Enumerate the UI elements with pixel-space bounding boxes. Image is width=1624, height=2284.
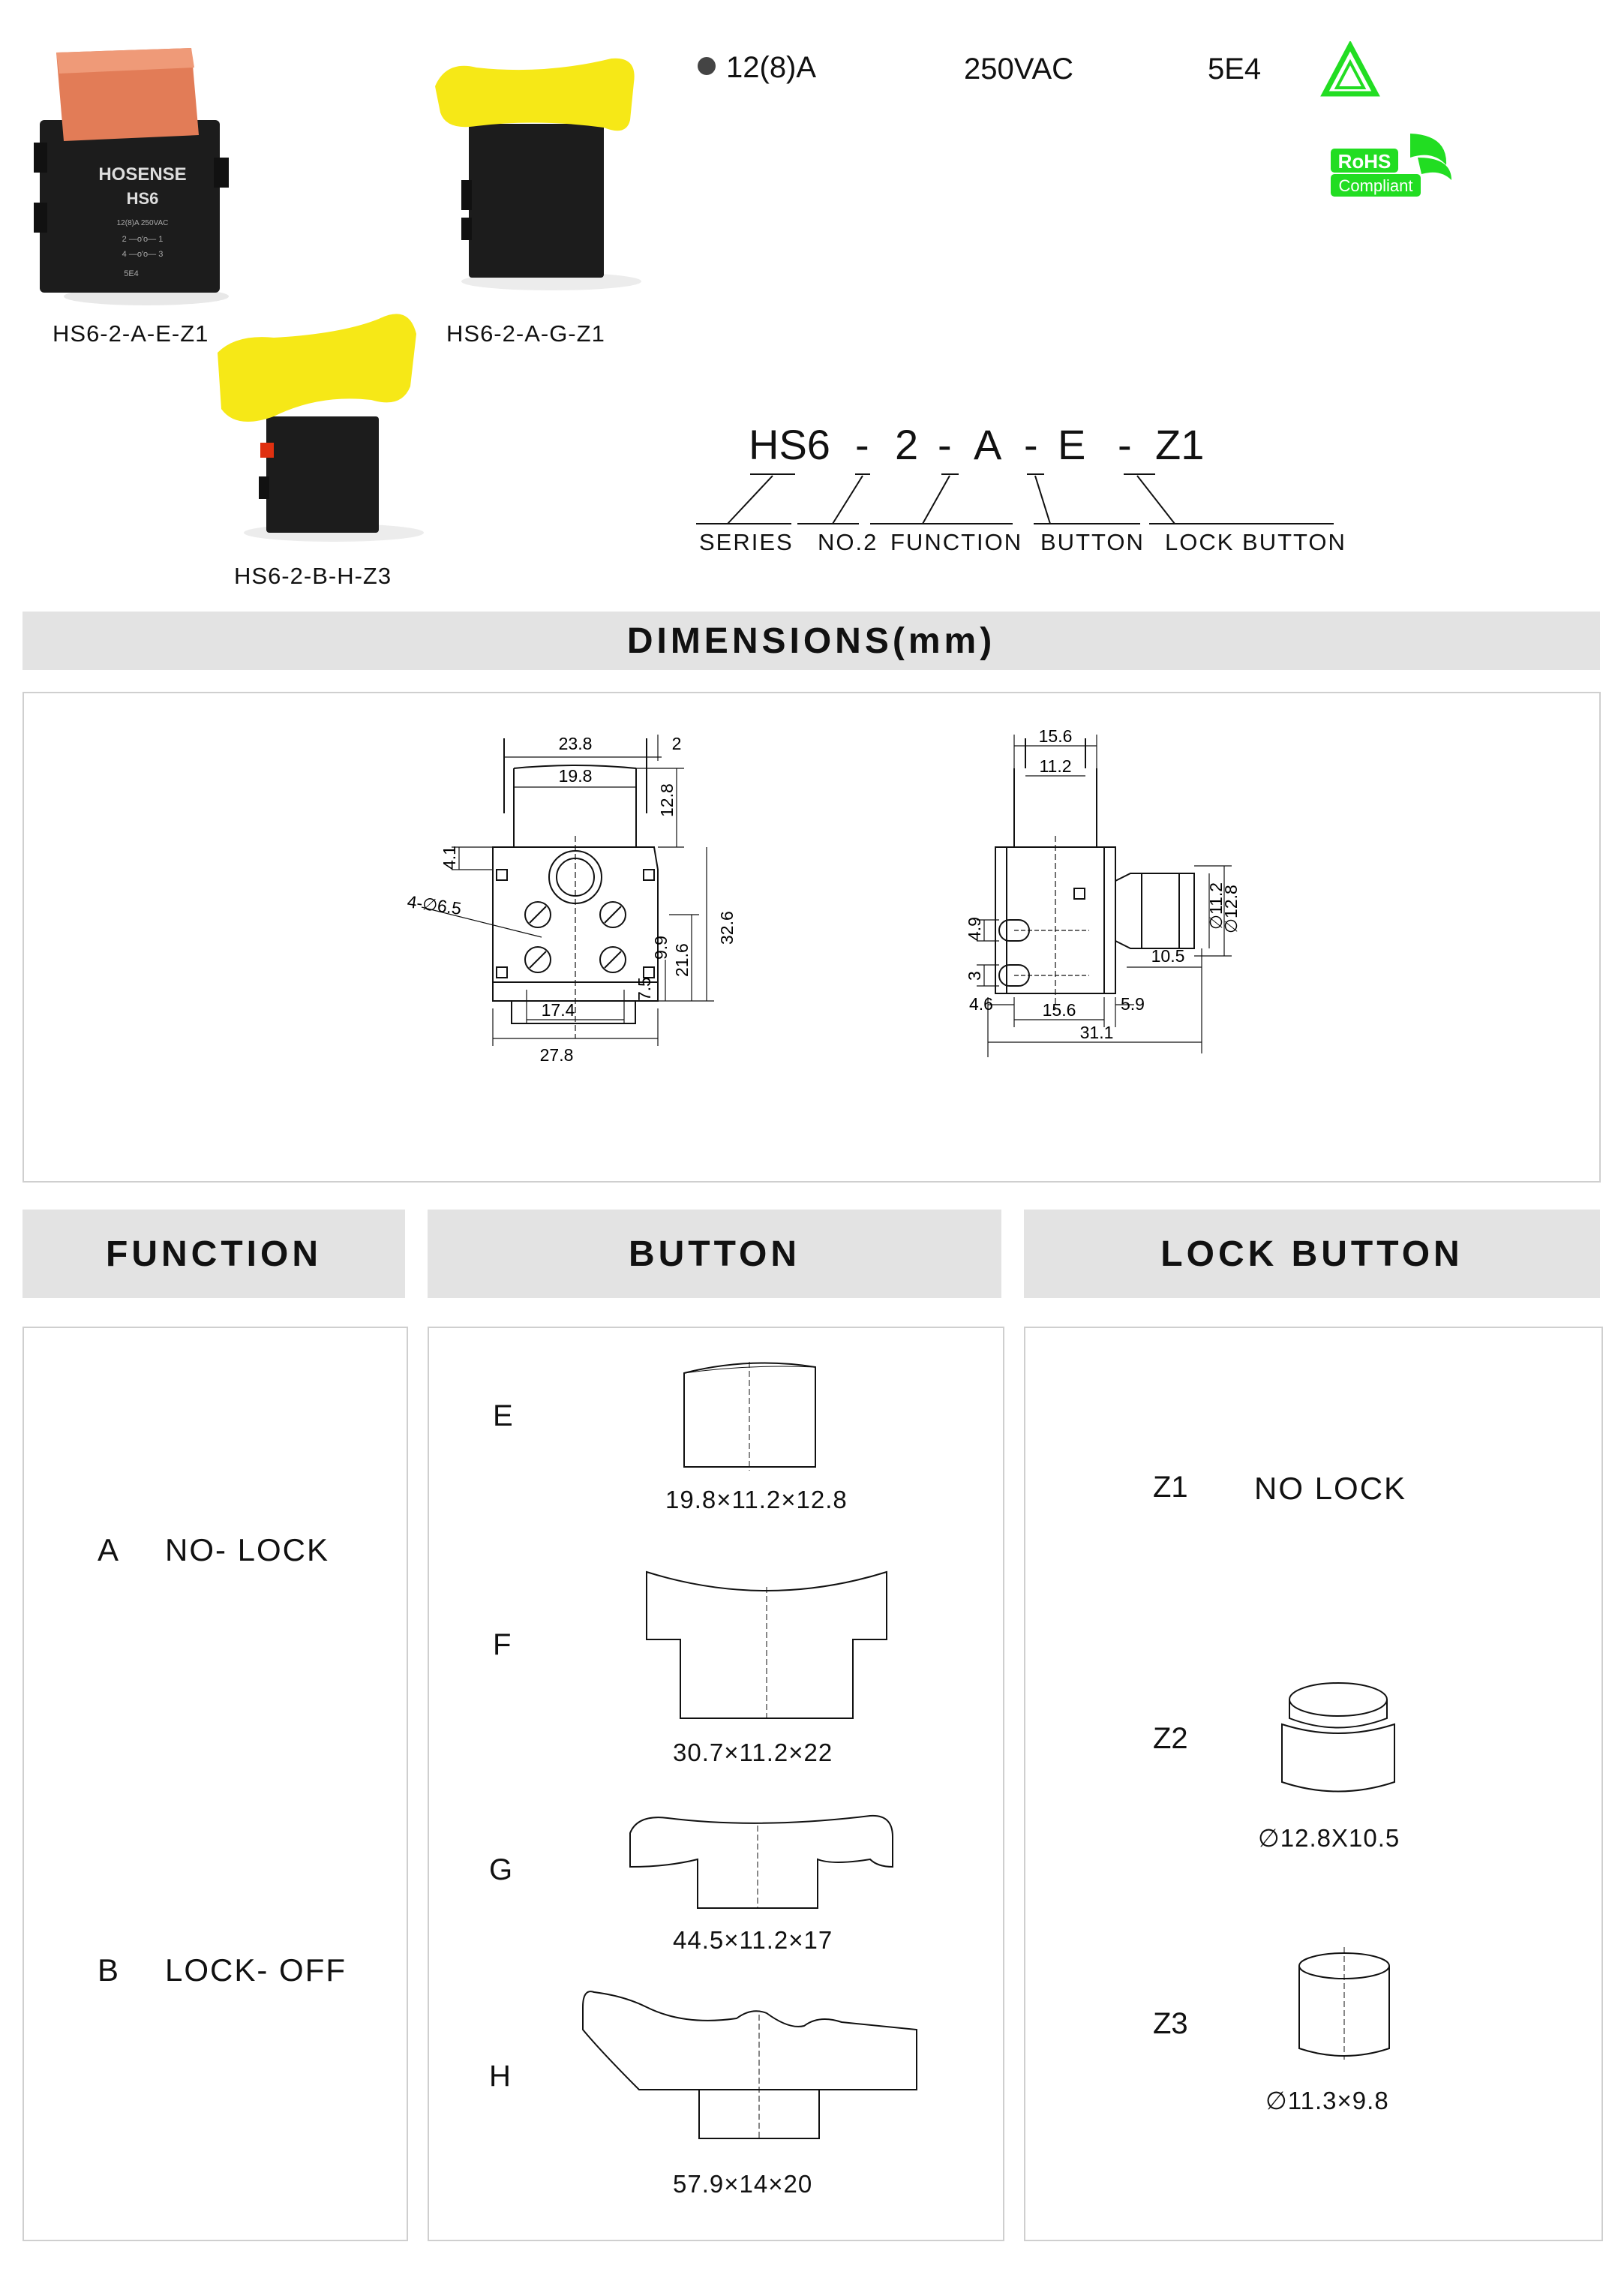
lock-button-panel <box>1024 1327 1603 2241</box>
lock-desc: NO LOCK <box>1254 1471 1407 1506</box>
lock-z2-shape-icon <box>1273 1673 1404 1805</box>
svg-text:Compliant: Compliant <box>1338 176 1413 195</box>
button-code: E <box>493 1399 513 1432</box>
code-function: A <box>974 421 1002 468</box>
product-photo-h <box>214 304 431 544</box>
svg-text:3: 3 <box>965 971 984 981</box>
button-code: H <box>489 2060 511 2093</box>
svg-text:11.2: 11.2 <box>1039 756 1072 776</box>
svg-text:4-∅6.5: 4-∅6.5 <box>406 891 463 919</box>
button-size: 44.5×11.2×17 <box>673 1926 833 1954</box>
product-photo-g <box>431 53 649 293</box>
code-sep-1: - <box>855 421 869 468</box>
function-desc: NO- LOCK <box>165 1532 330 1567</box>
svg-text:4.1: 4.1 <box>440 846 459 870</box>
code-label-button: BUTTON <box>1040 529 1145 555</box>
code-sep-4: - <box>1118 421 1132 468</box>
dimensions-panel <box>23 692 1601 1183</box>
svg-text:17.4: 17.4 <box>541 1000 575 1020</box>
product-label-e: HS6-2-A-E-Z1 <box>53 320 209 347</box>
certification-triangle-icon <box>1320 41 1380 101</box>
bullet-icon <box>698 57 716 75</box>
svg-text:23.8: 23.8 <box>558 734 593 753</box>
lock-code: Z3 <box>1153 2007 1188 2040</box>
lock-code: Z1 <box>1153 1471 1188 1504</box>
svg-text:7.5: 7.5 <box>635 977 654 1001</box>
svg-text:31.1: 31.1 <box>1079 1023 1114 1042</box>
code-number: 2 <box>895 421 919 468</box>
product-label-g: HS6-2-A-G-Z1 <box>446 320 605 347</box>
ordering-code <box>690 420 1365 563</box>
svg-text:4.6: 4.6 <box>969 994 993 1014</box>
code-label-lock-button: LOCK BUTTON <box>1165 529 1346 555</box>
button-e-shape-icon <box>680 1358 819 1474</box>
svg-text:4 —o'o— 3: 4 —o'o— 3 <box>122 250 164 259</box>
svg-text:32.6: 32.6 <box>717 911 737 945</box>
code-sep-3: - <box>1024 421 1038 468</box>
lock-button-header: LOCK BUTTON <box>1024 1210 1600 1298</box>
svg-text:∅11.2: ∅11.2 <box>1206 882 1226 930</box>
rated-current: 12(8)A <box>698 51 816 85</box>
code-lock: Z1 <box>1155 421 1205 468</box>
code-label-no2: NO.2 <box>818 529 878 555</box>
life-cycles: 5E4 <box>1208 53 1262 86</box>
code-label-series: SERIES <box>699 529 794 555</box>
button-g-shape-icon <box>623 1807 900 1919</box>
product-label-h: HS6-2-B-H-Z3 <box>234 563 392 589</box>
button-size: 19.8×11.2×12.8 <box>665 1486 848 1513</box>
svg-text:15.6: 15.6 <box>1042 1000 1076 1020</box>
button-size: 30.7×11.2×22 <box>673 1739 833 1766</box>
button-code: G <box>489 1853 513 1886</box>
svg-text:2: 2 <box>671 734 682 753</box>
svg-text:15.6: 15.6 <box>1038 726 1073 746</box>
code-sep-2: - <box>938 421 952 468</box>
svg-text:19.8: 19.8 <box>558 766 593 786</box>
rohs-compliant-badge <box>1328 128 1455 203</box>
product-photo-e <box>34 38 229 308</box>
svg-text:HS6: HS6 <box>126 189 159 208</box>
function-item <box>98 1532 329 1568</box>
lock-z3-shape-icon <box>1288 1943 1400 2067</box>
svg-text:12(8)A 250VAC: 12(8)A 250VAC <box>116 219 169 227</box>
lock-size: ∅12.8X10.5 <box>1258 1824 1400 1852</box>
photo-brand-text: HOSENSE <box>98 164 187 185</box>
svg-text:27.8: 27.8 <box>539 1045 574 1065</box>
function-desc: LOCK- OFF <box>165 1952 347 1988</box>
svg-text:5E4: 5E4 <box>124 269 139 278</box>
button-panel <box>428 1327 1004 2241</box>
code-series: HS6 <box>749 421 830 468</box>
svg-text:4.9: 4.9 <box>965 917 984 941</box>
svg-text:RoHS: RoHS <box>1337 150 1391 173</box>
front-view-drawing <box>377 723 797 1144</box>
button-h-shape-icon <box>579 1985 924 2142</box>
button-code: F <box>493 1628 512 1661</box>
function-code: B <box>98 1952 121 1988</box>
button-header: BUTTON <box>428 1210 1001 1298</box>
svg-text:21.6: 21.6 <box>672 943 692 977</box>
rated-voltage: 250VAC <box>964 53 1074 86</box>
svg-text:5.9: 5.9 <box>1121 994 1145 1014</box>
lock-code: Z2 <box>1153 1722 1188 1755</box>
function-code: A <box>98 1532 121 1567</box>
code-label-function: FUNCTION <box>890 529 1023 555</box>
function-header: FUNCTION <box>23 1210 405 1298</box>
side-view-drawing <box>954 723 1329 1144</box>
svg-text:2 —o'o— 1: 2 —o'o— 1 <box>122 235 164 244</box>
function-item <box>98 1952 347 1988</box>
svg-text:12.8: 12.8 <box>657 783 677 817</box>
svg-text:10.5: 10.5 <box>1151 946 1185 966</box>
svg-text:9.9: 9.9 <box>651 936 671 960</box>
lock-size: ∅11.3×9.8 <box>1265 2087 1389 2114</box>
svg-text:∅12.8: ∅12.8 <box>1221 885 1241 933</box>
button-size: 57.9×14×20 <box>673 2170 813 2198</box>
function-panel <box>23 1327 408 2241</box>
button-f-shape-icon <box>643 1557 890 1722</box>
dimensions-header: DIMENSIONS(mm) <box>23 612 1600 670</box>
code-button: E <box>1058 421 1086 468</box>
